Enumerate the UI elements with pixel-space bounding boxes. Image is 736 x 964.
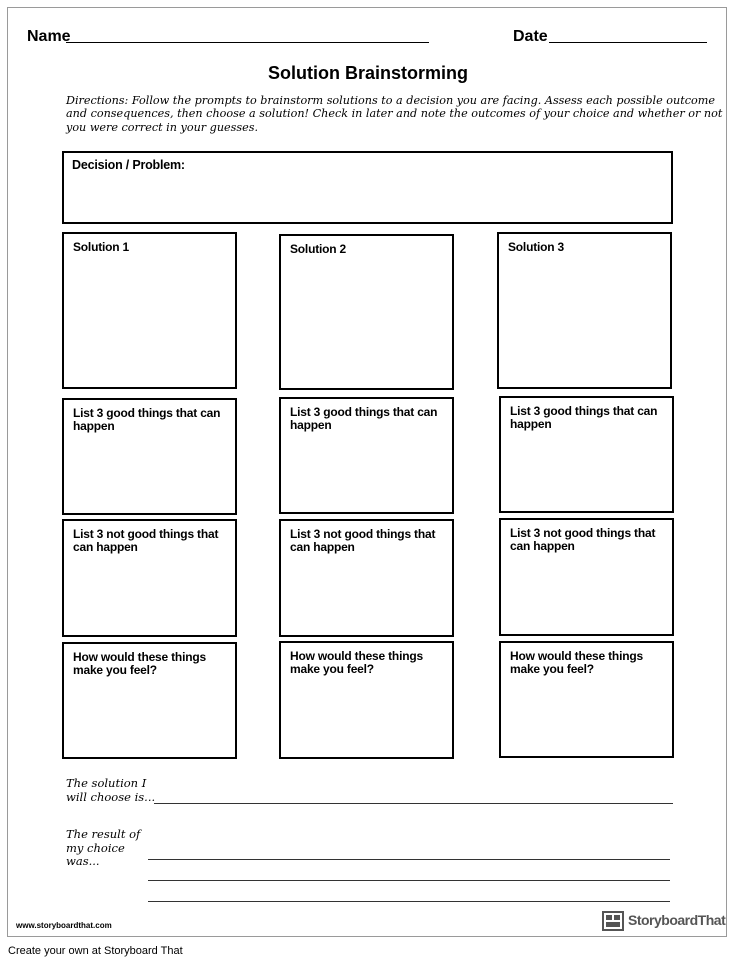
- good-things-3-box[interactable]: [499, 396, 674, 513]
- feelings-2-label: How would these things make you feel?: [290, 649, 423, 676]
- date-line[interactable]: [549, 42, 707, 43]
- storyboard-icon: [602, 911, 624, 931]
- feelings-2-box[interactable]: [279, 641, 454, 759]
- good-things-1-box[interactable]: [62, 398, 237, 515]
- good-things-3-label: List 3 good things that can happen: [510, 404, 658, 431]
- directions-text: Directions: Follow the prompts to brainstorm solutions to a decision you are facing. Assess each possible outcome and consequences, then choose a solution! Check in later and note the outcomes of your choice and whether or not you were correct in your guesses.: [66, 94, 723, 134]
- result-line-3[interactable]: [148, 901, 670, 902]
- not-good-things-3-box[interactable]: [499, 518, 674, 636]
- not-good-things-1-box[interactable]: [62, 519, 237, 637]
- solution-1-label: Solution 1: [73, 240, 129, 254]
- result-line-1[interactable]: [148, 859, 670, 860]
- decision-problem-label: Decision / Problem:: [72, 158, 185, 172]
- solution-2-box[interactable]: [279, 234, 454, 390]
- good-things-2-box[interactable]: [279, 397, 454, 514]
- solution-2-label: Solution 2: [290, 242, 346, 256]
- result-label: The result of my choice was...: [66, 827, 141, 868]
- solution-3-label: Solution 3: [508, 240, 564, 254]
- feelings-1-label: How would these things make you feel?: [73, 650, 206, 677]
- solution-choice-line[interactable]: [154, 803, 673, 804]
- credit-text[interactable]: Create your own at Storyboard That: [8, 945, 183, 957]
- good-things-1-label: List 3 good things that can happen: [73, 406, 221, 433]
- not-good-things-1-label: List 3 not good things that can happen: [73, 527, 219, 554]
- good-things-2-label: List 3 good things that can happen: [290, 405, 438, 432]
- storyboardthat-logo[interactable]: [602, 910, 726, 932]
- not-good-things-2-label: List 3 not good things that can happen: [290, 527, 436, 554]
- name-line[interactable]: [66, 42, 429, 43]
- not-good-things-2-box[interactable]: [279, 519, 454, 637]
- feelings-3-box[interactable]: [499, 641, 674, 758]
- not-good-things-3-label: List 3 not good things that can happen: [510, 526, 656, 553]
- solution-choice-label: The solution I will choose is...: [66, 776, 156, 804]
- result-line-2[interactable]: [148, 880, 670, 881]
- solution-3-box[interactable]: [497, 232, 672, 389]
- page-title: Solution Brainstorming: [268, 63, 468, 83]
- website-link[interactable]: www.storyboardthat.com: [16, 921, 112, 930]
- feelings-3-label: How would these things make you feel?: [510, 649, 643, 676]
- name-label: Name: [27, 28, 71, 45]
- brand-name: StoryboardThat: [628, 912, 726, 928]
- feelings-1-box[interactable]: [62, 642, 237, 759]
- decision-problem-box[interactable]: [62, 151, 673, 224]
- solution-1-box[interactable]: [62, 232, 237, 389]
- date-label: Date: [513, 28, 548, 45]
